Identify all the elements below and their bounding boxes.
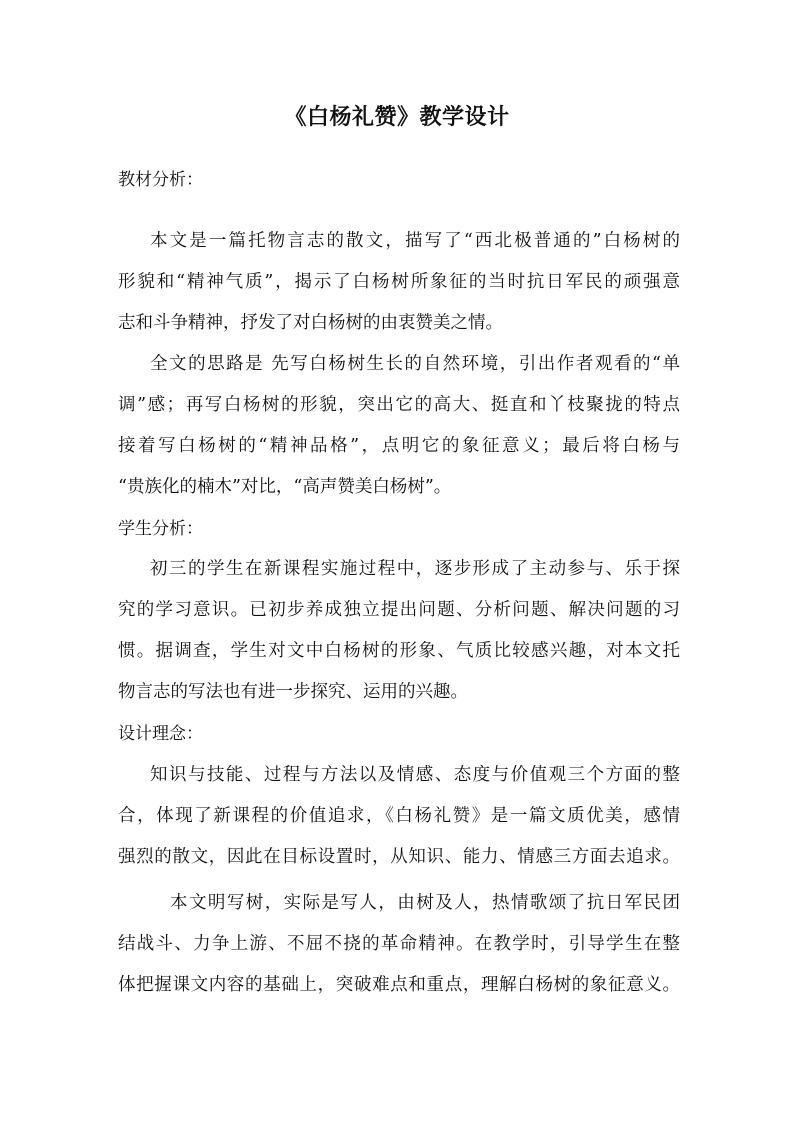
paragraph-line: “贵族化的楠木”对比，“高声赞美白杨树”。 <box>118 477 452 497</box>
section-heading-teaching-material-analysis: 教材分析： <box>118 170 203 190</box>
section-heading-design-concept: 设计理念： <box>118 724 203 744</box>
paragraph-line: 结战斗、力争上游、不屈不挠的革命精神。在教学时，引导学生在整 <box>118 934 680 954</box>
paragraph-line: 物言志的写法也有进一步探究、运用的兴趣。 <box>118 682 468 702</box>
paragraph-line: 体把握课文内容的基础上，突破难点和重点，理解白杨树的象征意义。 <box>118 975 680 995</box>
paragraph-line: 究的学习意识。已初步养成独立提出问题、分析问题、解决问题的习 <box>118 600 680 620</box>
paragraph-line: 本文明写树，实际是写人，由树及人，热情歌颂了抗日军民团 <box>170 893 680 913</box>
paragraph-line: 接着写白杨树的“精神品格”，点明它的象征意义；最后将白杨与 <box>118 436 680 456</box>
paragraph-line: 合，体现了新课程的价值追求，《白杨礼赞》是一篇文质优美，感情 <box>118 806 680 826</box>
paragraph-line: 惯。据调查，学生对文中白杨树的形象、气质比较感兴趣，对本文托 <box>118 641 680 661</box>
paragraph-line: 调”感；再写白杨树的形貌，突出它的高大、挺直和丫枝聚拢的特点 <box>118 395 680 415</box>
paragraph-line: 形貌和“精神气质”，揭示了白杨树所象征的当时抗日军民的顽强意 <box>118 272 680 292</box>
paragraph-line: 本文是一篇托物言志的散文，描写了“西北极普通的”白杨树的 <box>150 231 680 251</box>
paragraph-line: 知识与技能、过程与方法以及情感、态度与价值观三个方面的整 <box>150 765 680 785</box>
paragraph-line: 志和斗争精神，抒发了对白杨树的由衷赞美之情。 <box>118 313 503 333</box>
paragraph-line: 初三的学生在新课程实施过程中，逐步形成了主动参与、乐于探 <box>150 559 680 579</box>
paragraph-line: 强烈的散文，因此在目标设置时，从知识、能力、情感三方面去追求。 <box>118 847 680 867</box>
document-title: 《白杨礼赞》教学设计 <box>284 104 510 130</box>
paragraph-line: 全文的思路是 先写白杨树生长的自然环境，引出作者观看的“单 <box>150 354 680 374</box>
section-heading-student-analysis: 学生分析： <box>118 519 203 539</box>
